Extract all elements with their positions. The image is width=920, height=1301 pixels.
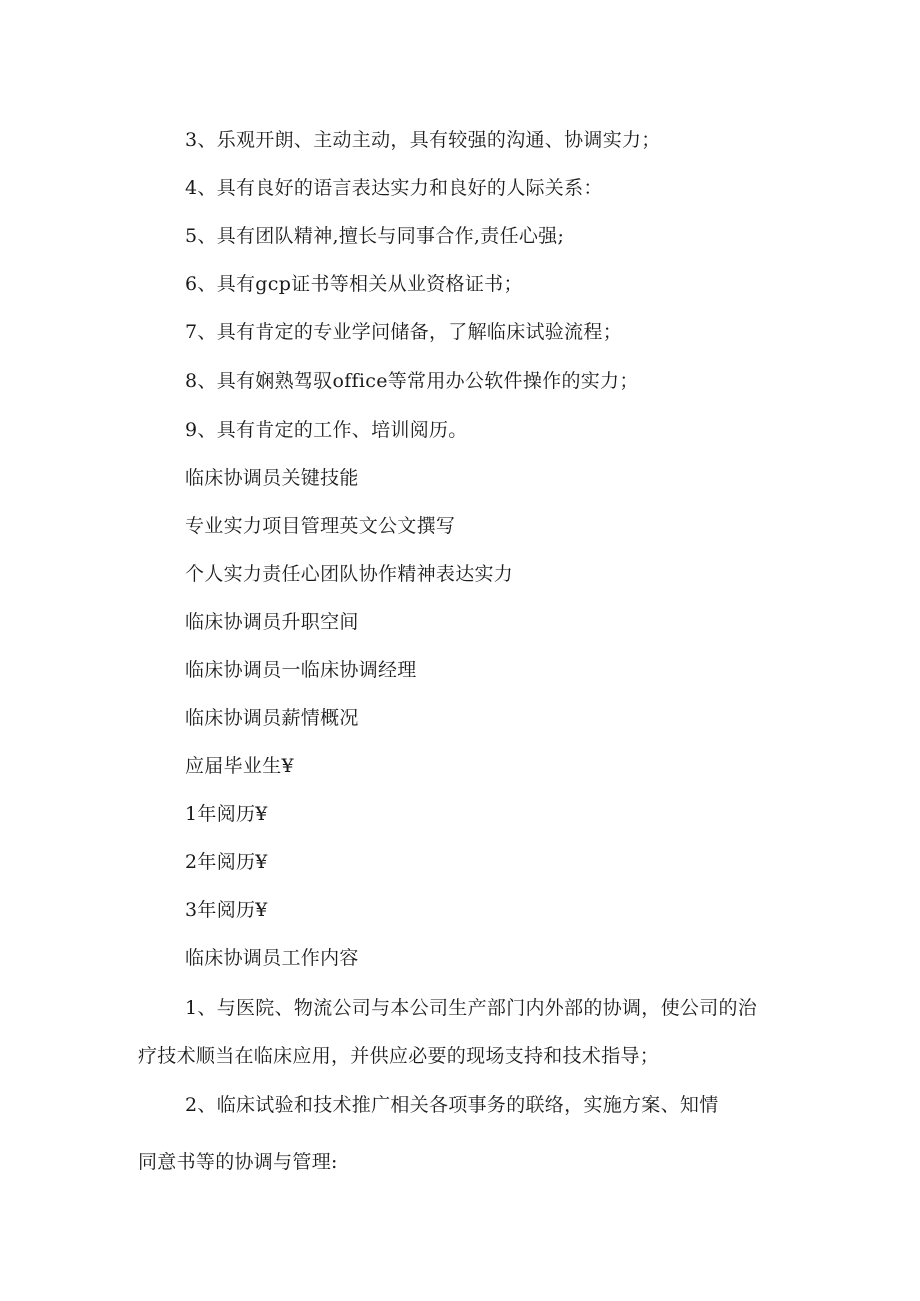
requirement-5: 5、具有团队精神,擅长与同事合作,责任心强; xyxy=(185,225,565,247)
salary-graduate: 应届毕业生¥ xyxy=(185,755,294,777)
salary-2-years: 2年阅历¥ xyxy=(185,851,268,873)
section-heading-salary: 临床协调员薪情概况 xyxy=(185,707,359,729)
requirement-4: 4、具有良好的语言表达实力和良好的人际关系： xyxy=(185,177,603,199)
requirement-9: 9、具有肯定的工作、培训阅历。 xyxy=(185,419,468,441)
section-heading-key-skills: 临床协调员关键技能 xyxy=(185,467,359,489)
section-heading-promotion: 临床协调员升职空间 xyxy=(185,611,359,633)
requirement-7: 7、具有肯定的专业学问储备，了解临床试验流程； xyxy=(185,321,622,343)
job-content-2-line-1: 2、临床试验和技术推广相关各项事务的联络，实施方案、知情 xyxy=(185,1094,719,1116)
job-content-1-line-2: 疗技术顺当在临床应用，并供应必要的现场支持和技术指导； xyxy=(138,1045,660,1067)
job-content-2-line-2: 同意书等的协调与管理: xyxy=(138,1151,338,1173)
promotion-path: 临床协调员一临床协调经理 xyxy=(185,659,417,681)
requirement-6: 6、具有gcp证书等相关从业资格证书； xyxy=(185,273,523,295)
skills-personal: 个人实力责任心团队协作精神表达实力 xyxy=(185,563,514,585)
section-heading-job-content: 临床协调员工作内容 xyxy=(185,947,359,969)
requirement-3: 3、乐观开朗、主动主动，具有较强的沟通、协调实力； xyxy=(185,129,661,151)
requirement-8: 8、具有娴熟驾驭office等常用办公软件操作的实力； xyxy=(185,370,639,392)
skills-professional: 专业实力项目管理英文公文撰写 xyxy=(185,515,456,537)
salary-3-years: 3年阅历¥ xyxy=(185,899,268,921)
job-content-1-line-1: 1、与医院、物流公司与本公司生产部门内外部的协调，使公司的治 xyxy=(185,997,758,1019)
salary-1-year: 1年阅历¥ xyxy=(185,803,268,825)
